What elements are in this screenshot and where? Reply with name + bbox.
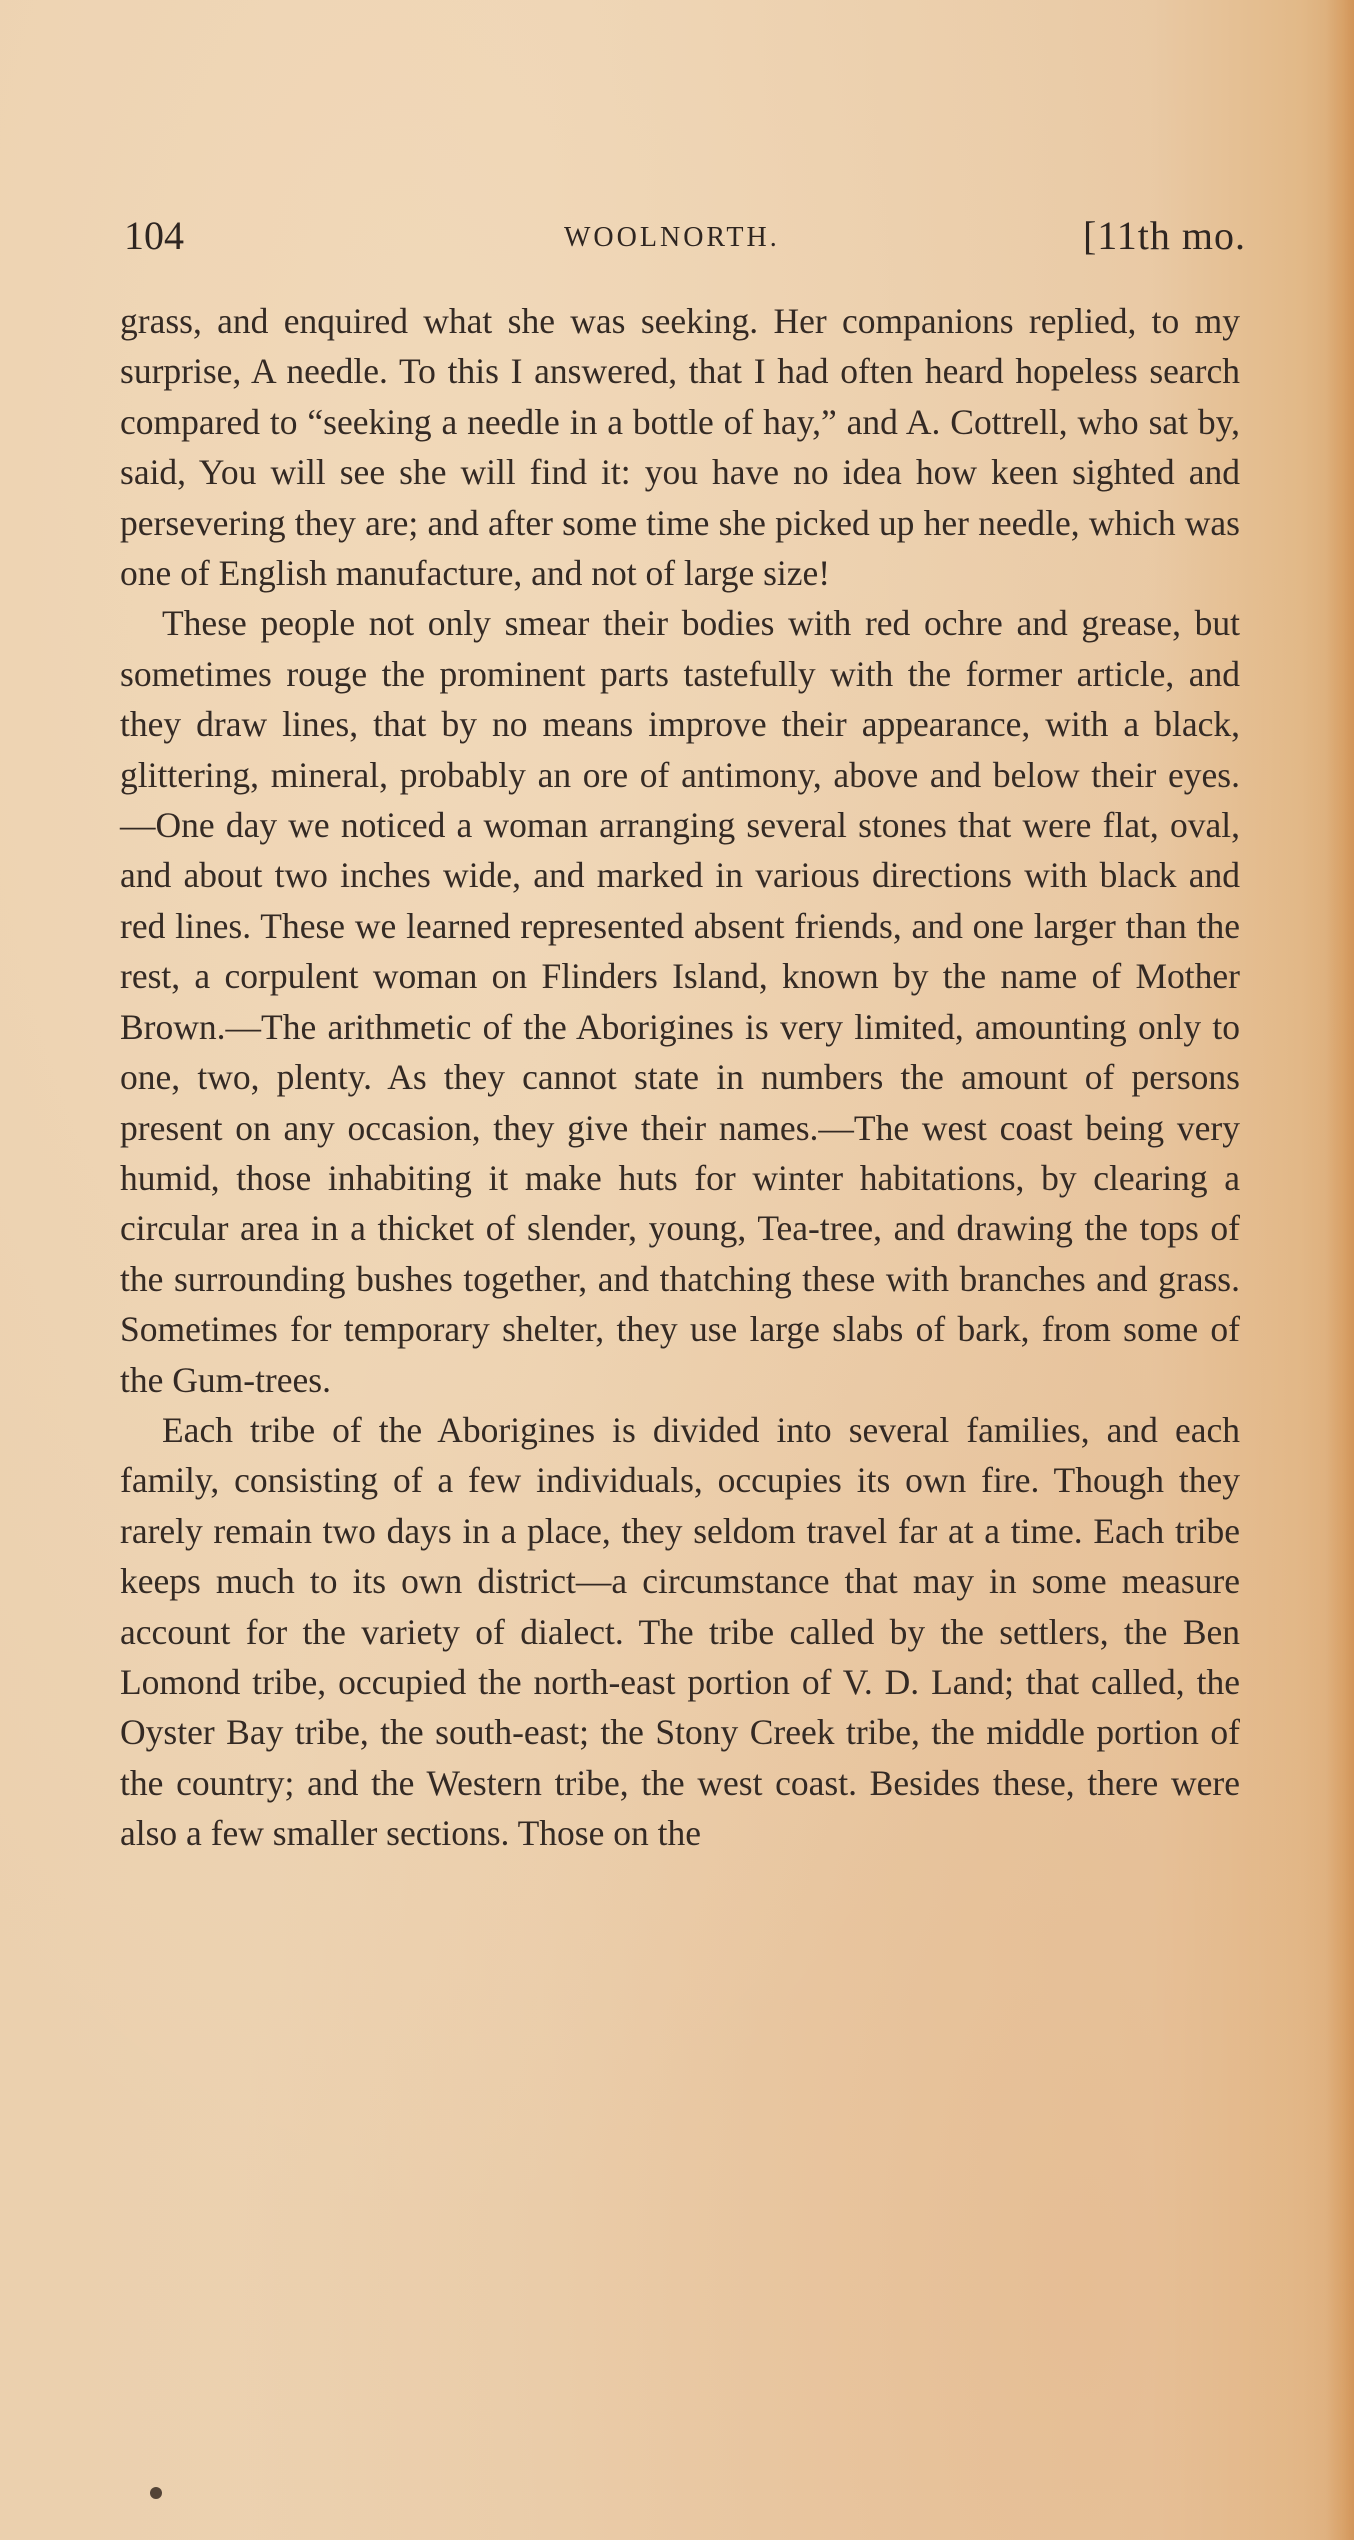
paragraph-ochre: These people not only smear their bodies with red ochre and grease, but sometimes rouge the prominent parts tastefully with the former article, and they draw lines, that by no means improve their appearance, with a black, glittering, mineral, probably an ore of antimony, above and below their eyes.—One day we noticed a woman arranging several stones that were flat, oval, and about two inches wide, and marked in various directions with black and red lines. These we learned represented absent friends, and one larger than the rest, a corpulent woman on Flinders Island, known by the name of Mother Brown.—The arithmetic of the Aborigines is very limited, amounting only to one, two, plenty. As they cannot state in numbers the amount of persons present on any occasion, they give their names.—The west coast being very humid, those inhabiting it make huts for winter habitations, by clearing a circular area in a thicket of slender, young, Tea-tree, and drawing the tops of the surrounding bushes together, and thatching these with branches and grass. Sometimes for temporary shelter, they use large slabs of bark, from some of the Gum-trees. [120,603,1240,1400]
ink-speck [150,2487,162,2499]
paragraph-tribes: Each tribe of the Aborigines is divided into several families, and each family, consisting of a few individuals, occupies its own fire. Though they rarely remain two days in a place, they seldom travel far at a time. Each tribe keeps much to its own district—a circumstance that may in some measure account for the variety of dialect. The tribe called by the settlers, the Ben Lomond tribe, occupied the north-east portion of V. D. Land; that called, the Oyster Bay tribe, the south-east; the Stony Creek tribe, the middle portion of the country; and the Western tribe, the west coast. Besides these, there were also a few smaller sections. Those on the [120,1409,1240,1854]
paragraph-continuation: grass, and enquired what she was seeking. Her companions replied, to my surprise, A needle. To this I answered, that I had often heard hopeless search compared to “seeking a needle in a bottle of hay,” and A. Cottrell, who sat by, said, You will see she will find it: you have no idea how keen sighted and persevering they are; and after some time she picked up her needle, which was one of English manufacture, and not of large size! [120,301,1240,594]
month-marker: [11th mo. [1082,213,1246,258]
page-edge-shadow [1326,0,1354,2540]
page-number: 104 [124,213,184,258]
page-header [124,212,1246,268]
running-head: WOOLNORTH. [564,222,780,253]
body-text [120,296,1240,1859]
